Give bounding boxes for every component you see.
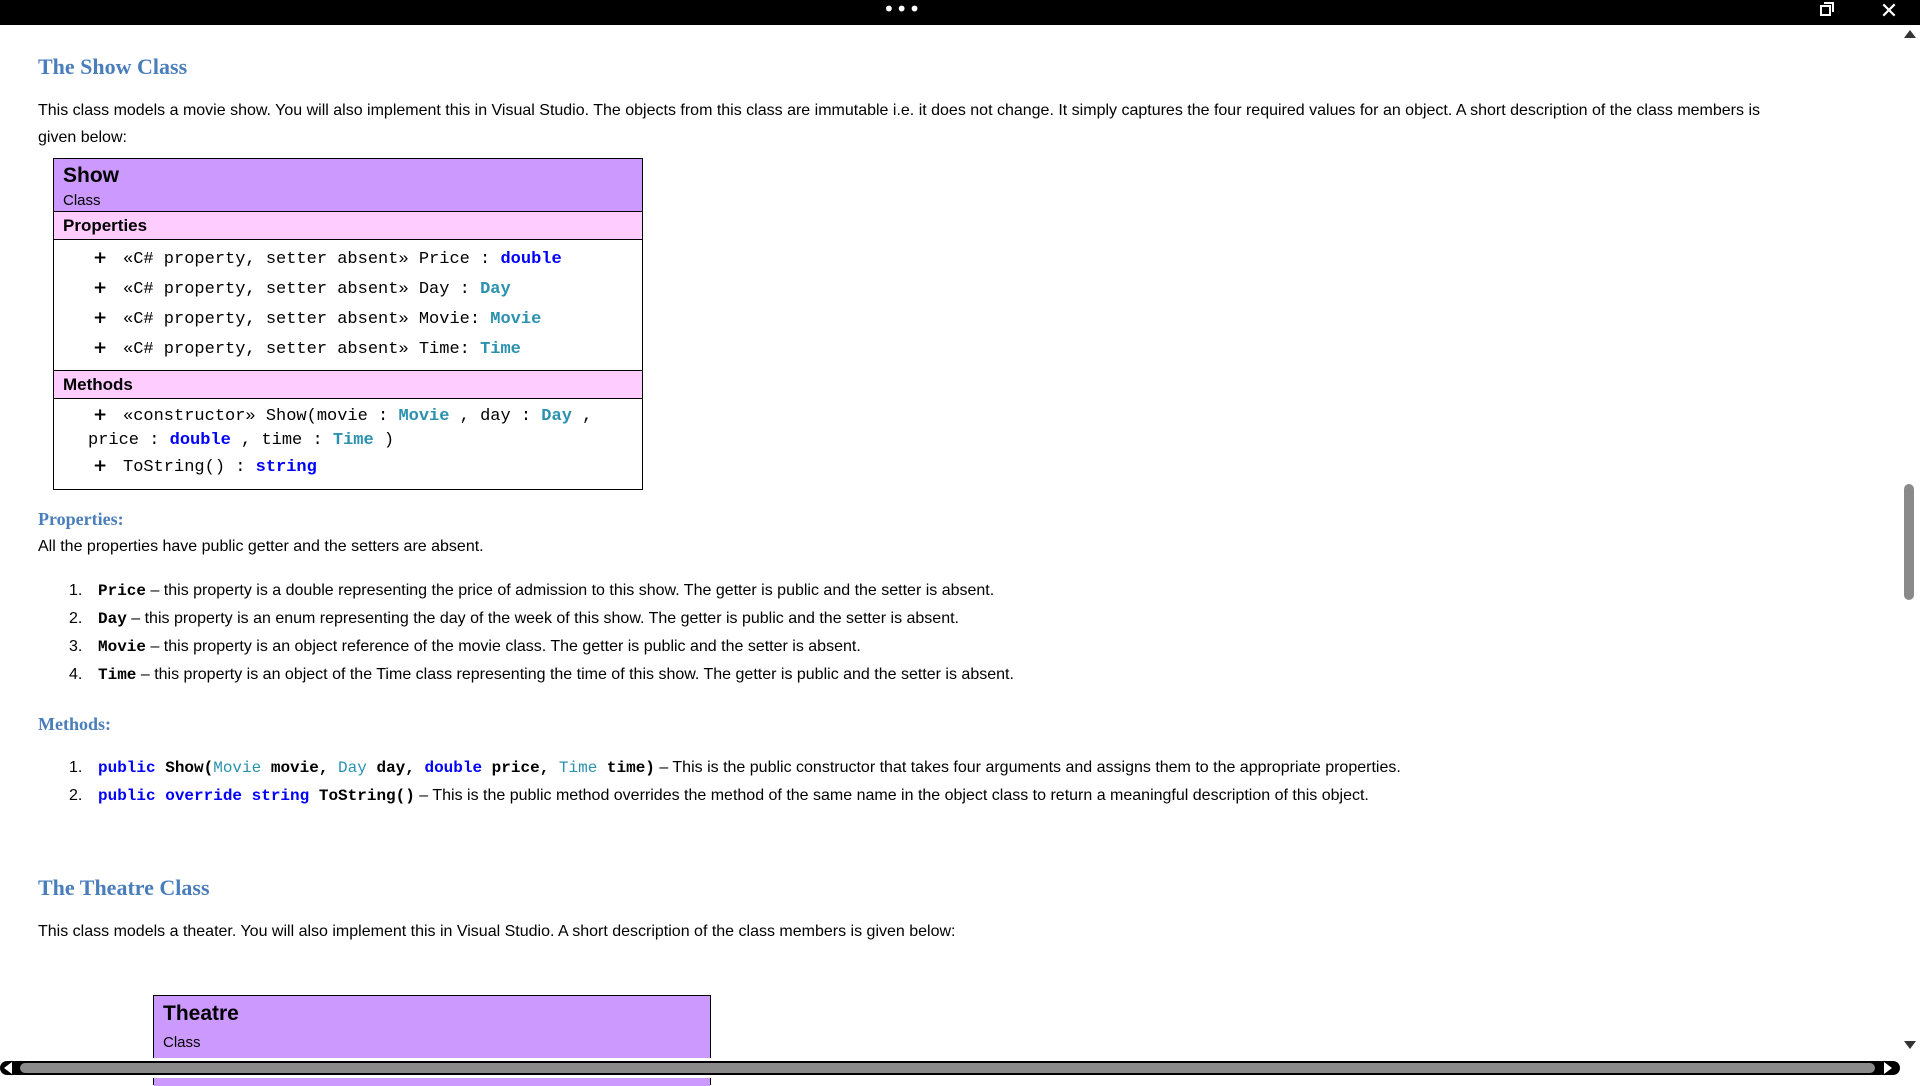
uml-property-row [54, 334, 642, 364]
uml-ctor-text: , time : [230, 431, 333, 450]
public-plus-icon: + [93, 278, 108, 298]
methods-heading: Methods: [38, 714, 111, 734]
show-uml-class-name: Show [63, 164, 119, 187]
uml-property-row [54, 274, 642, 304]
list-number: 4. [69, 666, 83, 683]
public-plus-icon: + [93, 338, 108, 358]
property-desc: – this property is an object reference of the movie class. The getter is public and the setter is absent. [146, 638, 861, 655]
close-window-icon[interactable]: ✕ [1879, 0, 1899, 24]
show-uml-stereotype: Class [63, 192, 101, 209]
public-plus-icon: + [93, 248, 108, 268]
property-desc: – this property is an object of the Time class representing the time of this show. The getter is public and the setter is absent. [136, 666, 1014, 683]
show-class-heading: The Show Class [38, 54, 188, 79]
uml-property-text: «C# property, setter absent» Day : [123, 280, 481, 299]
code-param: movie, [261, 759, 339, 777]
show-class-intro [38, 97, 1890, 151]
scroll-up-icon[interactable] [1904, 30, 1916, 38]
property-name: Price [98, 582, 147, 600]
uml-property-type: double [500, 250, 562, 269]
code-param: price, [482, 759, 559, 777]
uml-property-type: Time [480, 340, 521, 359]
uml-method-type: string [255, 458, 317, 477]
horizontal-scroll-thumb[interactable] [20, 1063, 1875, 1073]
code-keyword: public override string [98, 787, 310, 805]
scroll-left-icon[interactable] [4, 1062, 12, 1074]
uml-ctor-type: Time [332, 431, 374, 450]
uml-property-type: Day [480, 280, 511, 299]
more-options-icon[interactable]: ••• [883, 0, 922, 21]
properties-description: All the properties have public getter and the setters are absent. [38, 538, 484, 555]
show-uml-properties-header: Properties [54, 212, 642, 240]
show-uml-methods-header: Methods [54, 371, 642, 399]
uml-ctor-text: price : [88, 431, 170, 450]
theatre-uml-stereotype: Class [163, 1034, 201, 1051]
show-uml-header [54, 159, 642, 212]
uml-property-row [54, 304, 642, 334]
list-number: 1. [69, 759, 83, 776]
vertical-scroll-thumb[interactable] [1904, 484, 1914, 600]
code-type: Day [338, 759, 367, 777]
uml-property-text: «C# property, setter absent» Time: [123, 340, 481, 359]
method-desc: – This is the public constructor that takes four arguments and assigns them to the appropriate properties. [654, 759, 1401, 776]
code-method-name: ToString() [309, 787, 415, 805]
code-type: Movie [213, 759, 262, 777]
property-desc: – this property is a double representing the price of admission to this show. The getter is public and the setter is absent. [146, 582, 995, 599]
show-uml-methods [54, 399, 642, 488]
list-number: 3. [69, 638, 83, 655]
list-number: 2. [69, 787, 83, 804]
scroll-down-icon[interactable] [1904, 1041, 1916, 1049]
properties-list [38, 577, 1014, 689]
scroll-right-icon[interactable] [1884, 1062, 1892, 1074]
restore-window-icon[interactable] [1820, 5, 1831, 16]
horizontal-scrollbar[interactable] [0, 1058, 1900, 1078]
uml-property-text: «C# property, setter absent» Price : [123, 250, 501, 269]
method-desc: – This is the public method overrides the method of the same name in the object class to return a meaningful description of this object. [414, 787, 1369, 804]
list-item [38, 633, 1014, 661]
uml-property-text: «C# property, setter absent» Movie: [123, 310, 491, 329]
list-item [38, 782, 1401, 810]
show-uml-properties [54, 240, 642, 371]
code-type: Time [558, 759, 598, 777]
uml-ctor-text: «constructor» Show(movie : [123, 407, 399, 426]
list-number: 1. [69, 582, 83, 599]
theatre-class-heading: The Theatre Class [38, 875, 210, 900]
show-class-intro-line1: This class models a movie show. You will also implement this in Visual Studio. The objects from this class are immutable i.e. it does not change. It simply captures the four required values for an object. A short description of the class members is [38, 102, 1761, 119]
uml-ctor-text: , day : [449, 407, 542, 426]
public-plus-icon: + [93, 456, 108, 476]
properties-heading: Properties: [38, 509, 124, 529]
code-keyword: public [98, 759, 156, 777]
public-plus-icon: + [93, 405, 108, 425]
list-item [38, 754, 1401, 782]
uml-ctor-type: Movie [398, 407, 450, 426]
list-item [38, 605, 1014, 633]
theatre-class-intro: This class models a theater. You will also implement this in Visual Studio. A short description of the class members is given below: [38, 923, 956, 940]
uml-method-text: ToString() : [123, 458, 256, 477]
property-name: Day [98, 610, 127, 628]
list-number: 2. [69, 610, 83, 627]
uml-ctor-type: Day [541, 407, 572, 426]
methods-list [38, 754, 1401, 810]
property-name: Time [98, 666, 137, 684]
uml-constructor-row [54, 403, 642, 429]
theatre-uml-class-name: Theatre [163, 1002, 239, 1025]
uml-method-row [54, 454, 642, 480]
code-method-name: Show( [155, 759, 214, 777]
property-desc: – this property is an enum representing the day of the week of this show. The getter is public and the setter is absent. [126, 610, 959, 627]
list-item [38, 577, 1014, 605]
show-class-intro-line2: given below: [38, 129, 127, 146]
uml-ctor-text: ) [373, 431, 395, 450]
show-uml-diagram [53, 158, 643, 490]
list-item [38, 661, 1014, 689]
code-param: day, [366, 759, 425, 777]
public-plus-icon: + [93, 308, 108, 328]
uml-property-row [54, 244, 642, 274]
code-param: time) [597, 759, 655, 777]
property-name: Movie [98, 638, 147, 656]
uml-ctor-text: , [571, 407, 593, 426]
window-titlebar [0, 0, 1920, 25]
vertical-scrollbar[interactable] [1900, 25, 1920, 1055]
uml-ctor-type: double [169, 431, 231, 450]
uml-constructor-continuation [54, 429, 642, 452]
code-keyword: double [424, 759, 483, 777]
uml-property-type: Movie [490, 310, 542, 329]
